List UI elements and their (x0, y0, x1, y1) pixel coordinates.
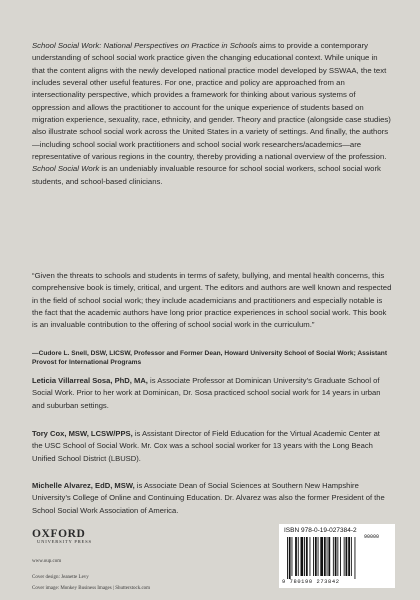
barcode-stripe (298, 537, 299, 576)
book-title-italic: School Social Work: National Perspectives on Practice in Schools (32, 41, 258, 50)
description-text-1: aims to provide a contemporary understanding of school social work practice given the changing educational context. While unique in that the content aligns with the newly developed national practice model developed by SSWAA, the text includes several other useful features. For one, practice and policy are approached from an intersectionality perspective, which provides a framework for thinking about various systems of oppression and allows the practitioner to account for the unique experience of students based on migration experience, sexuality, race, ethnicity, and gender. Theory and practice (alongside case studies) also illustrate school social work across the United States in a variety of settings. And finally, the authors—including school social work practitioners and school social work researchers/academics—are representative of various regions in the country, thereby providing a national overview of the profession. (32, 41, 391, 162)
endorsement-quote: “Given the threats to schools and students in terms of safety, bullying, and mental health concerns, this comprehensive book is timely, critical, and urgent. The editors and authors are well known and respected in the field of school social work; they include academicians and practitioners and especially notable is the fact that the academic authors have long prior practice experiences in school social work. This book is an invaluable contribution to the offering of school social work in the curriculum.” (32, 271, 392, 330)
barcode-stripe (344, 537, 345, 576)
endorsement-attribution: —Cudore L. Snell, DSW, LICSW, Professor and Former Dean, Howard University School of Social Work; Assistant Provost for International Programs (32, 350, 388, 367)
price-code: 90000 (364, 534, 380, 540)
publisher-logo (32, 528, 102, 544)
barcode-stripe (337, 537, 338, 576)
description-text-2: is an undeniably invaluable resource for school social workers, school social work students, and school-based clinicians. (32, 164, 381, 186)
barcode-stripe (324, 537, 326, 576)
isbn-number: ISBN 978-0-19-027384-2 (284, 527, 357, 534)
publisher-subtitle: UNIVERSITY PRESS (37, 539, 92, 544)
author-bio-alvarez (32, 480, 392, 517)
barcode-stripe (327, 537, 328, 576)
barcode-stripe (340, 537, 341, 576)
author-name: Leticia Villarreal Sosa, PhD, MA, (32, 376, 148, 385)
barcode-stripe (304, 537, 305, 576)
barcode-stripe (320, 537, 323, 576)
author-bio-text: is Assistant Director of Field Education for the Virtual Academic Center at the USC School of Social Work. Mr. Cox was a school social worker for 13 years with the Long Beach Unified School District (LBUSD). (32, 429, 380, 463)
barcode-stripe (295, 537, 297, 576)
cover-design-credit: Cover design: Jeanette Levy (32, 575, 89, 580)
barcode-stripe (355, 537, 356, 579)
barcode-stripe (289, 537, 291, 579)
publisher-website: www.oup.com (32, 559, 62, 564)
author-bio-text: is Associate Dean of Social Sciences at Southern New Hampshire University’s College of Online and Continuing Education. Dr. Alvarez was also the former President of the School Social Work Association of America. (32, 481, 385, 515)
barcode-stripe (335, 537, 337, 576)
publisher-name: OXFORD (32, 528, 86, 540)
author-bio-sosa (32, 375, 392, 412)
cover-image-credit: Cover image: Monkey Business Images | Shutterstock.com (32, 586, 151, 591)
barcode-stripe (328, 537, 330, 576)
barcode-stripe (318, 537, 319, 576)
author-name: Tory Cox, MSW, LCSW/PPS, (32, 429, 133, 438)
barcode-stripe (287, 537, 288, 579)
barcode-digits: 9 780190 273842 (282, 579, 340, 585)
book-description (32, 40, 392, 188)
barcode-stripe (351, 537, 352, 576)
barcode-stripe (313, 537, 314, 576)
barcode-stripe (301, 537, 304, 576)
barcode-stripe (315, 537, 317, 576)
isbn-barcode (279, 524, 395, 588)
book-title-short-italic: School Social Work (32, 164, 100, 174)
author-name: Michelle Alvarez, EdD, MSW, (32, 481, 135, 490)
author-bio-text: is Associate Professor at Dominican University’s Graduate School of Social Work. Prior to her work at Dominican, Dr. Sosa practiced school social work for 14 years in urban and suburban settings. (32, 376, 381, 410)
barcode-stripe (333, 537, 334, 576)
author-bio-cox (32, 428, 392, 465)
barcode-stripe (348, 537, 350, 576)
barcode-stripe (346, 537, 348, 576)
barcode-bars (287, 537, 387, 579)
barcode-stripe (306, 537, 308, 576)
barcode-stripe (310, 537, 311, 576)
barcode-stripe (292, 537, 293, 576)
